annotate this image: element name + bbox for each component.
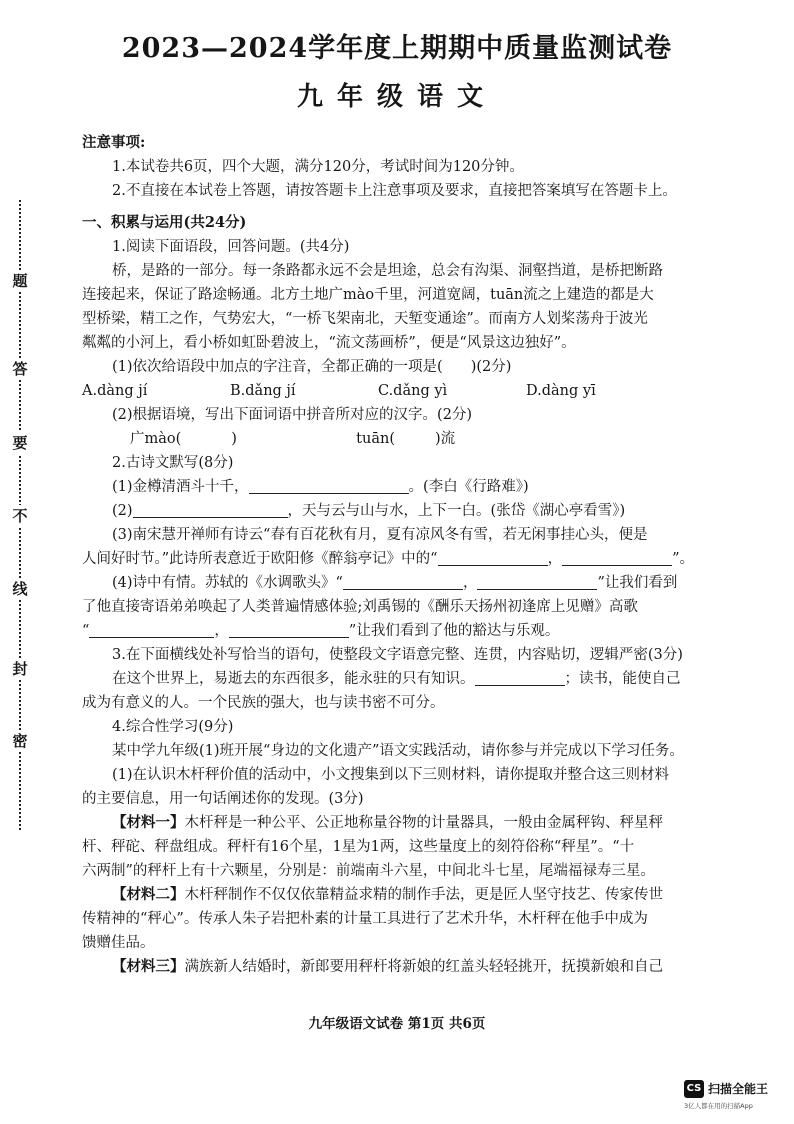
option-d: D.dàng yī (526, 383, 596, 399)
answer-blank (562, 549, 672, 566)
q3-text: ；读书，能使自己 (564, 671, 681, 687)
option-a: A.dàng jí (82, 383, 148, 399)
material-text: 木杆秤制作不仅仅依靠精益求精的制作手法，更是匠人坚守技艺、传家传世 (184, 887, 663, 903)
poem-text: ， (547, 551, 563, 567)
passage-line: 桥，是路的一部分。每一条路都永远不会是坦途，总会有沟渠、洞壑挡道，是桥把断路 (112, 263, 663, 279)
poem-text: ”。 (672, 551, 694, 567)
answer-blank (249, 477, 409, 494)
scanner-logo-icon: CS (684, 1080, 704, 1098)
material-line: 馈赠佳品。 (82, 935, 155, 951)
q3-line (82, 667, 762, 691)
material-line: 杆、秤砣、秤盘组成。秤杆有16个星，1星为1两，这些量度上的刻符俗称“秤星”。“十 (82, 839, 635, 855)
poem-text: ”让我们看到了他的豁达与乐观。 (348, 623, 560, 639)
material-label: 【材料三】 (112, 958, 185, 975)
material-label: 【材料二】 (112, 886, 185, 903)
subquestion-text: (1)依次给语段中加点的字注音，全都正确的一项是( (112, 359, 443, 375)
option-c: C.dǎng yì (378, 383, 448, 399)
binding-char: 线 (10, 578, 30, 600)
poem-text: ”让我们看到 (597, 575, 678, 591)
binding-margin (8, 200, 32, 830)
pinyin-fill-row (82, 427, 762, 451)
material-line: 传精神的“秤心”。传承人朱子岩把朴素的计量工具进行了艺术升华，木杆秤在他手中成为 (82, 911, 648, 927)
binding-char: 封 (10, 658, 30, 680)
q3-text: 在这个世界上，易逝去的东西很多，能永驻的只有知识。 (112, 671, 475, 687)
passage-line: 粼粼的小河上，看小桥如虹卧碧波上，“流文荡画桥”，便是“风景这边独好”。 (82, 335, 576, 351)
notice-item: 1.本试卷共6页，四个大题，满分120分，考试时间为120分钟。 (112, 159, 524, 175)
poem-text: (2) (112, 503, 133, 519)
material-label: 【材料一】 (112, 814, 185, 831)
question-title: 3.在下面横线处补写恰当的语句，使整段文字语意完整、连贯，内容贴切，逻辑严密(3分) (112, 647, 683, 663)
poem-text: ，天与云与山与水，上下一白。(张岱《湖心亭看雪》) (287, 503, 626, 519)
answer-blank (475, 669, 565, 686)
subquestion (82, 355, 762, 379)
material-line (82, 955, 762, 979)
answer-blank (229, 621, 349, 638)
section-heading: 一、积累与运用(共24分) (82, 214, 247, 231)
answer-blank (343, 573, 463, 590)
poem-line (82, 547, 762, 571)
question-title: 2.古诗文默写(8分) (112, 455, 234, 471)
poem-line: 了他直接寄语弟弟唤起了人类普遍情感体验;刘禹锡的《酬乐天扬州初逢席上见赠》高歌 (82, 599, 638, 615)
fill-b-tail: )流 (434, 431, 456, 447)
passage-line: 连接起来，保证了路途畅通。北方土地广mào千里，河道宽阔，tuān流之上建造的都是大 (82, 287, 654, 303)
material-line (82, 811, 762, 835)
binding-char: 要 (10, 432, 30, 454)
binding-char: 不 (10, 505, 30, 527)
q3-line: 成为有意义的人。一个民族的强大，也与读书密不可分。 (82, 695, 445, 711)
answer-blank (477, 573, 597, 590)
material-line (82, 883, 762, 907)
page-footer: 九年级语文试卷 第1页 共6页 (308, 1016, 486, 1032)
subquestion-score: )(2分) (470, 359, 512, 375)
notice-item: 2.不直接在本试卷上答题，请按答题卡上注意事项及要求，直接把答案填写在答题卡上。 (112, 183, 677, 199)
poem-text: 。(李白《行路难》) (408, 479, 529, 495)
subquestion: (2)根据语境，写出下面词语中拼音所对应的汉字。(2分) (112, 407, 473, 423)
binding-char: 密 (10, 730, 30, 752)
fill-a: 广mào( (130, 431, 182, 447)
fill-a-tail: ) (231, 431, 237, 447)
poem-line (82, 499, 762, 523)
poem-text: 人间好时节。”此诗所表意近于欧阳修《醉翁亭记》中的“ (82, 551, 438, 567)
binding-char: 答 (10, 358, 30, 380)
answer-blank (89, 621, 214, 638)
question-title: 4.综合性学习(9分) (112, 719, 234, 735)
material-text: 满族新人结婚时，新郎要用秤杆将新娘的红盖头轻轻挑开，抚摸新娘和自己 (184, 959, 663, 975)
fill-b: tuān( (356, 431, 395, 447)
q4-task: (1)在认识木杆秤价值的活动中，小文搜集到以下三则材料，请你提取并整合这三则材料 (112, 767, 670, 783)
poem-line (82, 475, 762, 499)
poem-line (82, 619, 762, 643)
poem-text: (1)金樽清酒斗十千， (112, 479, 249, 495)
q4-intro: 某中学九年级(1)班开展“身边的文化遗产”语文实践活动，请你参与并完成以下学习任务。 (112, 743, 684, 759)
scanner-watermark (684, 1080, 794, 1120)
question-title: 1.阅读下面语段，回答问题。(共4分) (112, 239, 350, 255)
poem-line (82, 571, 762, 595)
scanner-name: 扫描全能王 (708, 1082, 769, 1096)
poem-text: ， (214, 623, 229, 639)
notice-heading: 注意事项: (82, 134, 146, 151)
scanner-tagline: 3亿人都在用的扫描App (684, 1102, 753, 1110)
answer-blank (438, 549, 548, 566)
material-line: 六两制”的秤杆上有十六颗星，分别是：前端南斗六星，中间北斗七星，尾端福禄寿三星。 (82, 863, 655, 879)
poem-line: (3)南宋慧开禅师有诗云“春有百花秋有月，夏有凉风冬有雪，若无闲事挂心头，便是 (112, 527, 648, 543)
poem-text: ， (462, 575, 478, 591)
material-text: 木杆秤是一种公平、公正地称量谷物的计量器具，一般由金属秤钩、秤星秤 (184, 815, 663, 831)
exam-subtitle: 九年级语文 (296, 82, 497, 112)
poem-text: (4)诗中有情。苏轼的《水调歌头》“ (112, 575, 343, 591)
q4-task: 的主要信息，用一句话阐述你的发现。(3分) (82, 791, 364, 807)
poem-text: “ (82, 623, 90, 639)
binding-char: 题 (10, 270, 30, 292)
exam-title: 2023—2024学年度上期期中质量监测试卷 (121, 33, 673, 64)
exam-content (82, 131, 762, 979)
passage-line: 型桥梁，精工之作，气势宏大，“一桥飞架南北，天堑变通途”。而南方人划桨荡舟于波光 (82, 311, 648, 327)
options-row (82, 379, 762, 403)
option-b: B.dǎng jí (230, 383, 296, 399)
answer-blank (133, 501, 288, 518)
